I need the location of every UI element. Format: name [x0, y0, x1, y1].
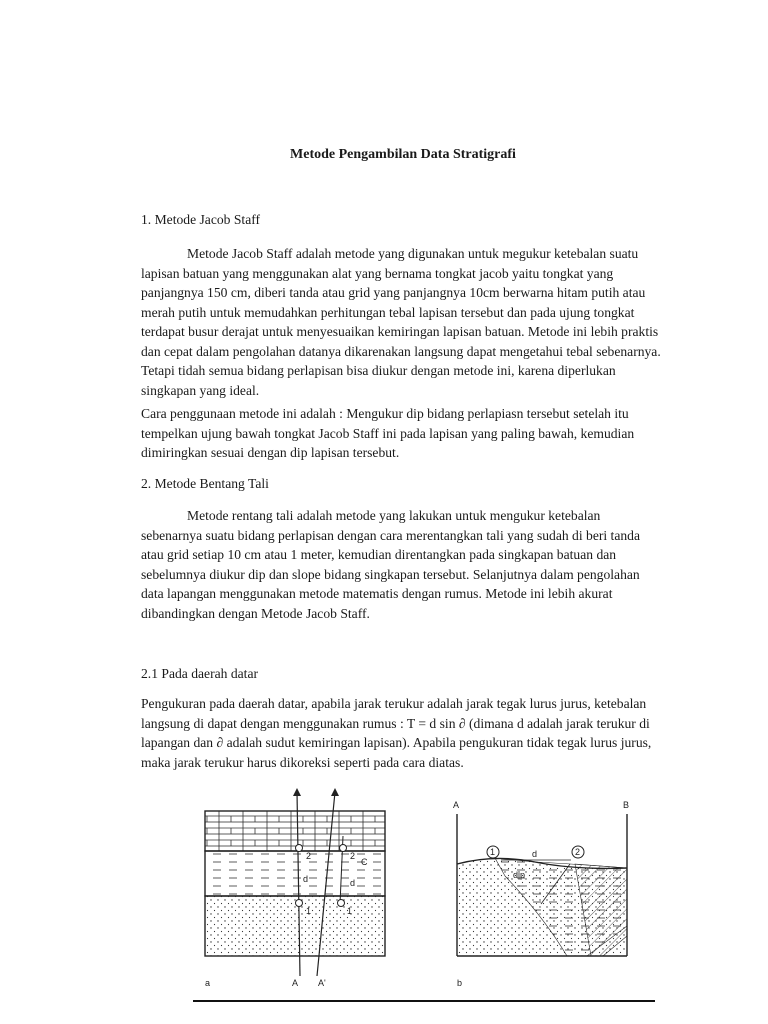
- section-2-paragraph-1: Metode rentang tali adalah metode yang lakukan untuk mengukur ketebalan sebenarnya suatu bidang perlapisan dengan cara merentangkan tali yang sudah di beri tanda atau grid setiap 10 cm atau 1 meter, kemudian direntangkan pada singkapan batuan dan sebelumnya diukur dip dan slope bidang singkapan tersebut. Selanjutnya dalam pengolahan data lapangan menggunakan metode matematis dengan rumus. Metode ini lebih akurat dibandingkan dengan Metode Jacob Staff.: [141, 508, 640, 621]
- section-2-1-heading: 2.1 Pada daerah datar: [141, 666, 259, 681]
- bottom-divider: [193, 1000, 655, 1002]
- panel-b-measure-label: d: [532, 849, 538, 859]
- panel-a-label-A: A: [292, 978, 299, 988]
- panel-b-point-1: 1: [490, 847, 496, 857]
- panel-a-side-label-1: 1: [347, 906, 353, 916]
- panel-b-label-A: A: [453, 800, 460, 810]
- section-1-paragraph-2: Cara penggunaan metode ini adalah : Mengukur dip bidang perlapiasn tersebut setelah itu tempelkan ujung bawah tongkat Jacob Staff ini pada lapisan yang paling bawah, kemudian dimiringkan sesuai dengan dip lapisan tersebut.: [141, 406, 635, 460]
- panel-a-panel-label: a: [205, 978, 211, 988]
- panel-b-label-B: B: [623, 800, 630, 810]
- panel-b-panel-label: b: [457, 978, 463, 988]
- section-1-paragraph-1: Metode Jacob Staff adalah metode yang digunakan untuk megukur ketebalan suatu lapisan batuan yang menggunakan alat yang bernama tongkat jacob yaitu tongkat yang panjangnya 150 cm, diberi tanda atau grid yang panjangnya 10cm berwarna hitam putih atau merah putih untuk memudahkan perhitungan tebal lapisan tersebut dan pada ujung tongkat terdapat busur derajat untuk menyesuaikan kemiringan lapisan batuan. Metode ini lebih praktis dan cepat dalam pengolahan datanya dikarenakan langsung dapat mengetahui tebal sebenarnya. Tetapi tidah semua bidang perlapisan bisa diukur dengan metode ini, karena diperlukan singkapan yang ideal.: [141, 246, 661, 398]
- panel-a-side-label-2: 2: [350, 851, 356, 861]
- panel-a-side-label-c: C: [361, 857, 368, 867]
- figure-panel-b: [453, 800, 629, 988]
- panel-a-measure-label: d: [303, 874, 309, 884]
- panel-a-label-A-prime: A': [318, 978, 326, 988]
- panel-a-point-2: 2: [306, 851, 312, 861]
- panel-b-point-2: 2: [575, 847, 581, 857]
- section-1-heading: 1. Metode Jacob Staff: [141, 212, 261, 227]
- stratigraphy-figure: [195, 786, 655, 1002]
- panel-b-dip-label: dip: [513, 870, 526, 880]
- section-2-1-paragraph-1: Pengukuran pada daerah datar, apabila jarak terukur adalah jarak tegak lurus jurus, ketebalan langsung di dapat dengan menggunakan rumus : T = d sin ∂ (dimana d adalah jarak terukur di lapangan dan ∂ adalah sudut kemiringan lapisan). Apabila pengukuran tidak tegak lurus jurus, maka jarak terukur harus dikoreksi seperti pada cara diatas.: [141, 696, 652, 770]
- section-2-heading: 2. Metode Bentang Tali: [141, 476, 269, 491]
- panel-a-side-label-d: d: [350, 878, 356, 888]
- document-title: Metode Pengambilan Data Stratigrafi: [290, 147, 516, 162]
- figure-panel-a: [205, 788, 385, 988]
- panel-a-point-1: 1: [306, 906, 312, 916]
